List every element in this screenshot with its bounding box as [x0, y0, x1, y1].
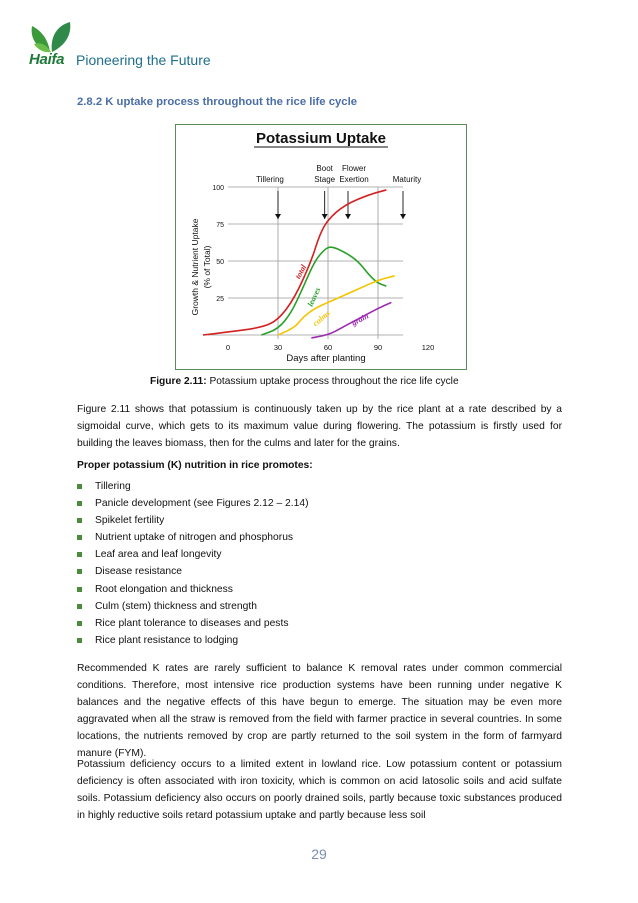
paragraph-k-deficiency: Potassium deficiency occurs to a limited extent in lowland rice. Low potassium content or potassium deficiency is often associated with iron toxicity, which is common on acid latosolic soils and acid sulfate soils. Potassium deficiency also occurs on poorly drained soils, partly because toxic substances produced in highly reductive soils retard potassium uptake and partly because less soil — [77, 759, 562, 821]
chart-series — [203, 190, 395, 338]
bullet-square-icon — [77, 535, 82, 540]
list-item — [77, 478, 309, 495]
stage-label-maturity: Maturity — [392, 175, 422, 184]
list-item — [77, 512, 309, 529]
bullet-square-icon — [77, 621, 82, 626]
logo-wordmark: Haifa — [29, 51, 65, 68]
benefits-list — [77, 478, 309, 649]
list-heading: Proper potassium (K) nutrition in rice promotes: — [77, 460, 313, 471]
x-tick-label: 30 — [273, 343, 283, 352]
y-tick-label: 75 — [216, 222, 224, 229]
y-tick-label: 50 — [216, 259, 224, 266]
list-item-text: Culm (stem) thickness and strength — [95, 600, 257, 612]
list-item — [77, 632, 309, 649]
list-item-text: Spikelet fertility — [95, 515, 165, 527]
x-tick-label: 90 — [373, 343, 383, 352]
list-item — [77, 598, 309, 615]
stage-arrow-head-icon — [322, 214, 328, 219]
stage-label-stage: Stage — [314, 175, 336, 184]
bullet-square-icon — [77, 587, 82, 592]
stage-label-tillering: Tillering — [256, 175, 284, 184]
bullet-square-icon — [77, 484, 82, 489]
list-item-text: Panicle development (see Figures 2.12 – 2.14) — [95, 498, 309, 510]
chart-tick-labels — [212, 185, 434, 352]
chart-ylabel-line2: (% of Total) — [202, 245, 212, 289]
header-tagline: Pioneering the Future — [76, 52, 211, 68]
list-item-text: Nutrient uptake of nitrogen and phosphorus — [95, 532, 294, 544]
figure-caption-text: Potassium uptake process throughout the rice life cycle — [206, 376, 459, 387]
list-item-text: Rice plant tolerance to diseases and pests — [95, 617, 289, 629]
y-tick-label: 100 — [212, 185, 224, 192]
stage-arrow-head-icon — [400, 214, 406, 219]
section-heading: 2.8.2 K uptake process throughout the rice life cycle — [77, 96, 357, 108]
list-item-text: Tillering — [95, 481, 131, 492]
x-tick-label: 120 — [421, 343, 435, 352]
series-label-total: total — [293, 263, 309, 281]
x-tick-label: 60 — [323, 343, 333, 352]
bullet-square-icon — [77, 569, 82, 574]
chart-xlabel: Days after planting — [286, 353, 366, 364]
figure-caption — [150, 376, 459, 387]
x-tick-label: 0 — [225, 343, 231, 352]
series-label-culms: culms — [311, 308, 332, 329]
list-item — [77, 563, 309, 580]
stage-arrow-head-icon — [275, 214, 281, 219]
stage-label-flower: Flower — [341, 164, 367, 173]
list-item-text: Disease resistance — [95, 566, 182, 578]
page-number: 29 — [311, 846, 327, 862]
list-item-text: Rice plant resistance to lodging — [95, 634, 239, 646]
potassium-uptake-figure — [175, 124, 467, 370]
bullet-square-icon — [77, 604, 82, 609]
stage-label-exertion: Exertion — [339, 175, 369, 184]
bullet-square-icon — [77, 638, 82, 643]
list-item — [77, 546, 309, 563]
chart-ylabel-line1: Growth & Nutrient Uptake — [190, 218, 200, 316]
stage-arrow-head-icon — [345, 214, 351, 219]
list-item — [77, 615, 309, 632]
stage-label-boot: Boot — [316, 164, 333, 173]
y-tick-label: 25 — [216, 296, 224, 303]
bullet-square-icon — [77, 518, 82, 523]
potassium-uptake-chart — [176, 125, 466, 369]
paragraph-k-rates: Recommended K rates are rarely sufficient to balance K removal rates under common commercial conditions. Therefore, most intensive rice production systems have been running under negative K balances and the negative effects of this have begun to emerge. The situation may be even more aggravated when all the straw is removed from the field with farmer practice in several countries. In some locations, the nutrients removed by crop are partly returned to the soil system in the form of farmyard manure (FYM). — [77, 663, 562, 759]
chart-title: Potassium Uptake — [255, 130, 387, 147]
series-label-grain: grain — [350, 311, 371, 328]
bullet-square-icon — [77, 552, 82, 557]
list-item-text: Root elongation and thickness — [95, 583, 233, 595]
list-item — [77, 495, 309, 512]
list-item-text: Leaf area and leaf longevity — [95, 549, 222, 561]
list-item — [77, 529, 309, 546]
series-label-leaves: leaves — [305, 285, 323, 308]
bullet-square-icon — [77, 501, 82, 506]
list-item — [77, 581, 309, 598]
figure-caption-label: Figure 2.11: — [150, 376, 207, 387]
paragraph-intro: Figure 2.11 shows that potassium is continuously taken up by the rice plant at a rate described by a sigmoidal curve, which gets to its maximum value during flowering. The potassium is firstly used for building the leaves biomass, then for the culms and later for the grains. — [77, 404, 562, 449]
